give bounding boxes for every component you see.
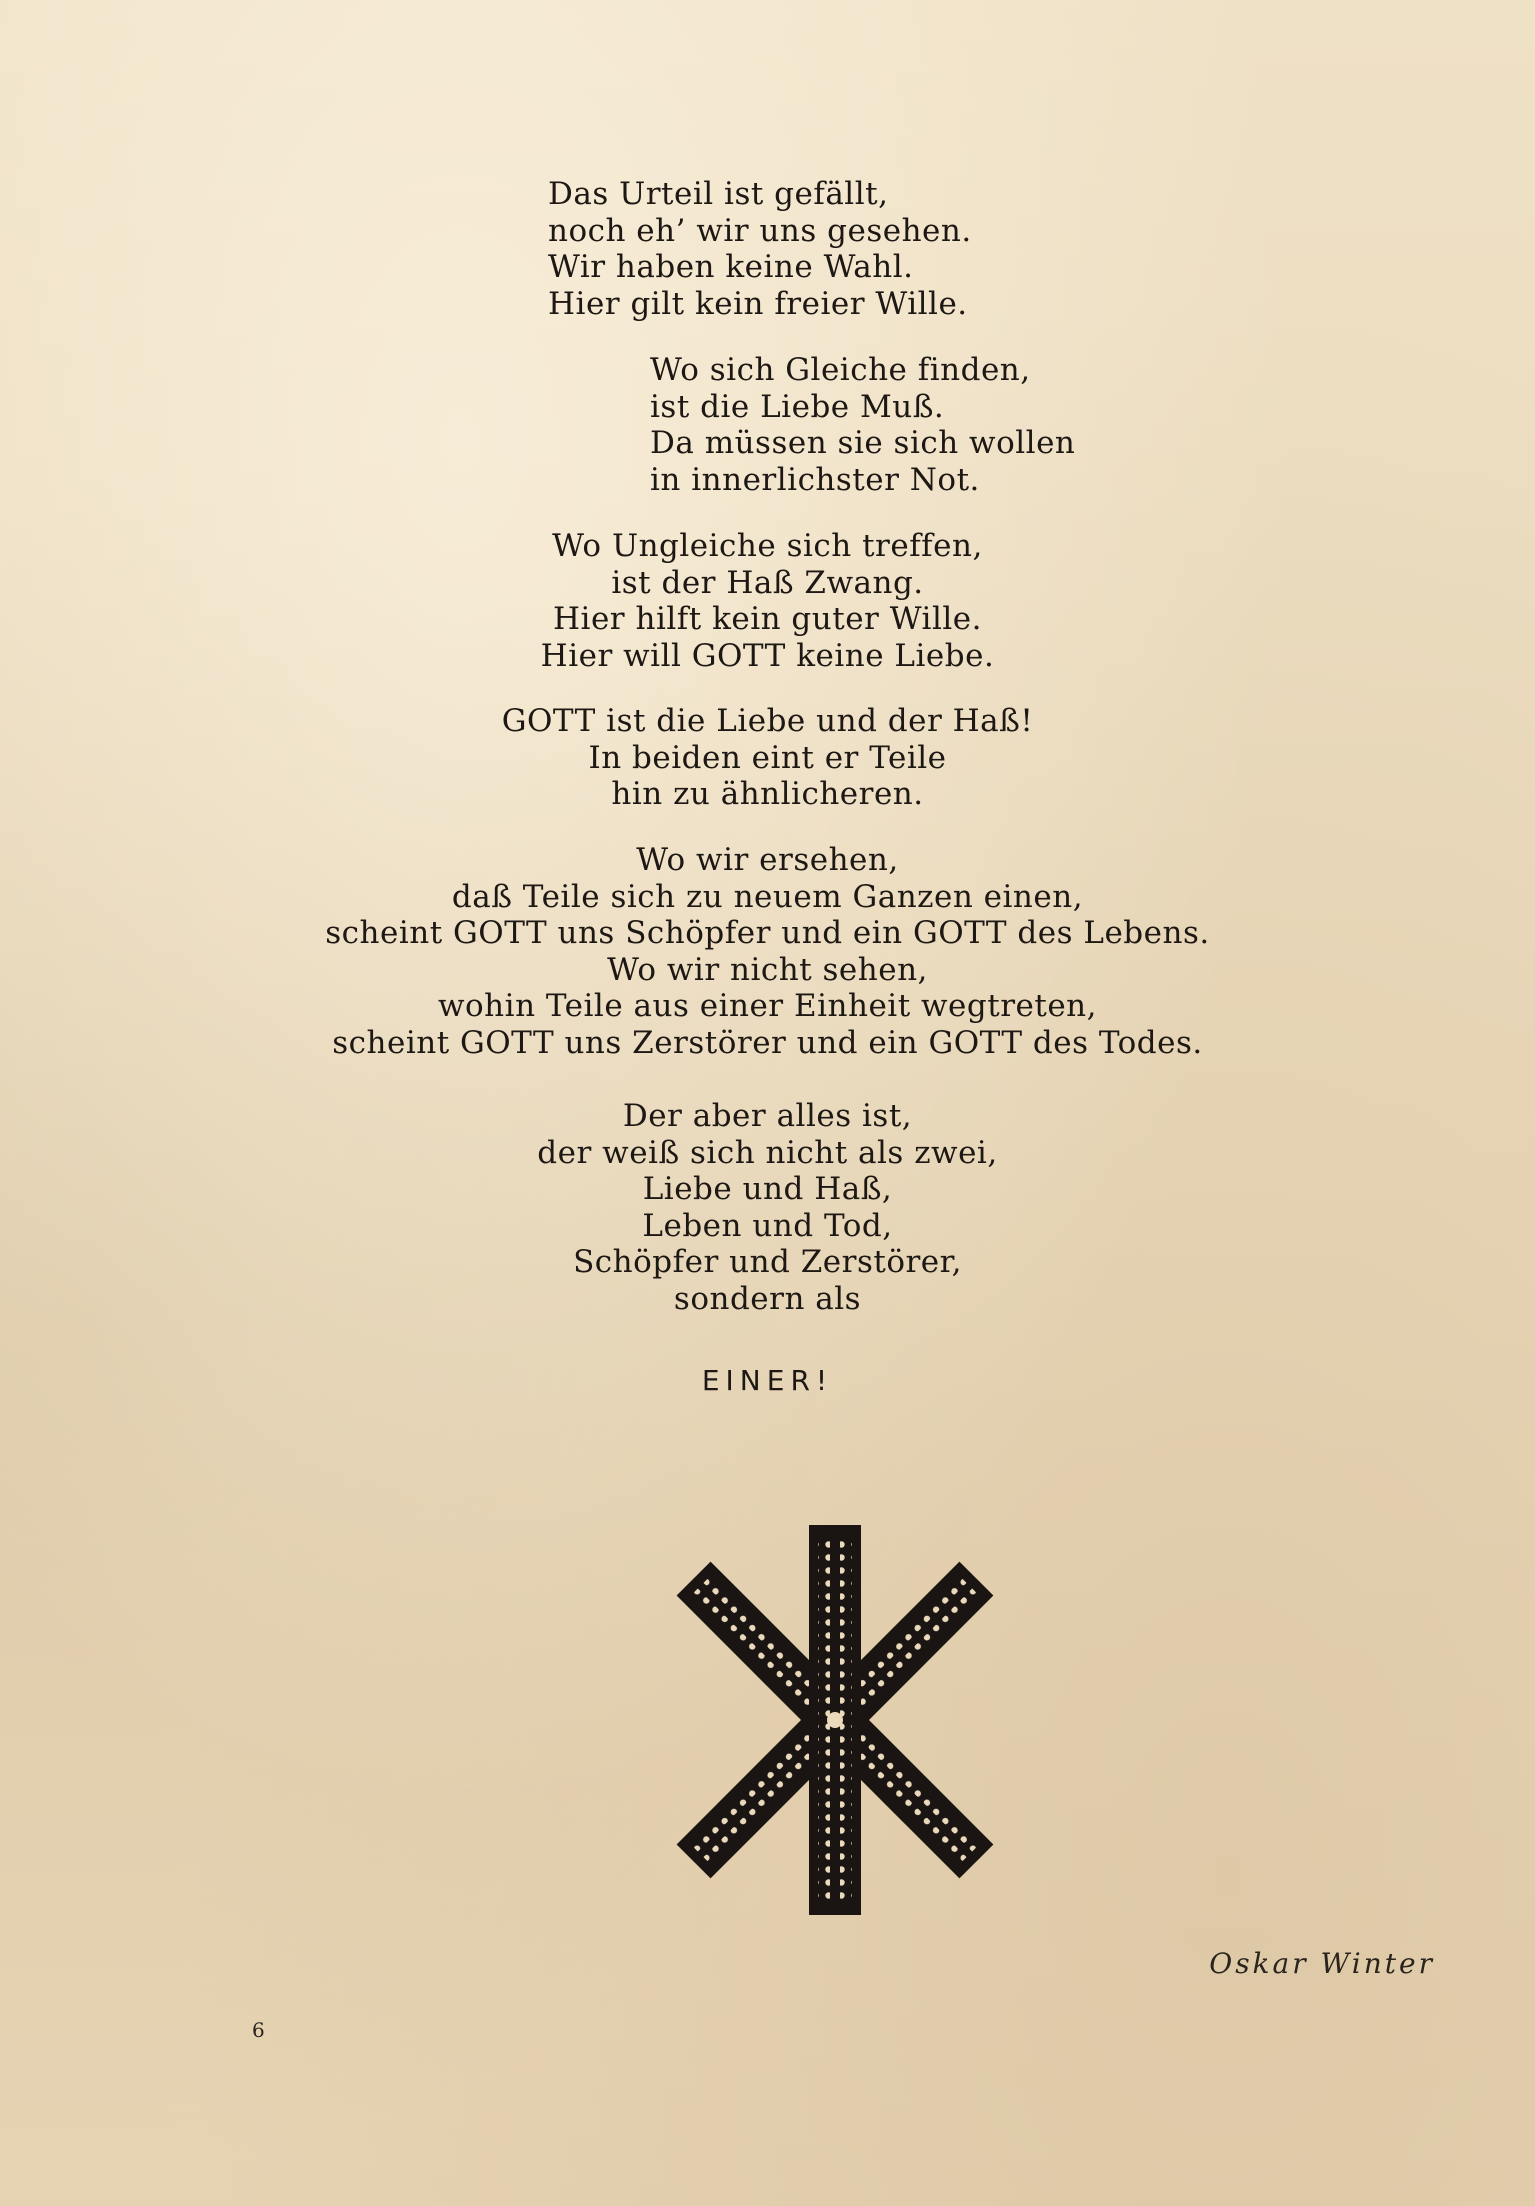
poem-line: Wir haben keine Wahl. — [548, 249, 914, 285]
poem-line: Das Urteil ist gefällt, — [548, 176, 889, 212]
poem-line: ist die Liebe Muß. — [650, 388, 945, 425]
poem-line: Wo wir nicht sehen, — [607, 951, 928, 988]
poem-line: Da müssen sie sich wollen — [650, 425, 1076, 461]
poem-stanza-2 — [650, 352, 1075, 498]
poem-line: Wo wir ersehen, — [636, 842, 899, 878]
poem-line: daß Teile sich zu neuem Ganzen einen, — [451, 878, 1084, 915]
poem-closing-word: EINER! — [701, 1364, 834, 1397]
poem-line: der weiß sich nicht als zwei, — [537, 1134, 998, 1171]
poem-stanza-1 — [548, 176, 972, 322]
poem-stanza-4 — [0, 703, 1535, 813]
poem-line: Schöpfer und Zerstörer, — [573, 1244, 962, 1280]
runic-star-emblem-icon — [670, 1515, 1000, 1925]
poem-line: Wo sich Gleiche finden, — [650, 352, 1031, 388]
poem-line: Hier will GOTT keine Liebe. — [540, 637, 995, 674]
poem-line: Liebe und Haß, — [642, 1171, 893, 1207]
poem-line: wohin Teile aus einer Einheit wegtreten, — [437, 988, 1097, 1024]
poem-line: Hier hilft kein guter Wille. — [553, 601, 982, 637]
poem-line: sondern als — [673, 1280, 862, 1317]
poem-line: noch eh’ wir uns gesehen. — [548, 212, 972, 249]
poem-stanza-5 — [0, 842, 1535, 1061]
poem-line: hin zu ähnlicheren. — [611, 776, 924, 812]
poem-line: in innerlichster Not. — [650, 461, 980, 498]
poem-line: GOTT ist die Liebe und der Haß! — [501, 703, 1034, 739]
poem-stanza-6 — [0, 1098, 1535, 1317]
author-signature: Oskar Winter — [1209, 1947, 1435, 1980]
page-number: 6 — [252, 2018, 265, 2042]
poem-stanza-3 — [0, 528, 1535, 674]
poem-line: Wo Ungleiche sich treffen, — [552, 528, 983, 564]
poem-line: In beiden eint er Teile — [588, 739, 947, 776]
poem-line: Leben und Tod, — [642, 1207, 893, 1244]
poem-line: Hier gilt kein freier Wille. — [548, 285, 968, 322]
poem-line: scheint GOTT uns Schöpfer und ein GOTT des Lebens. — [325, 915, 1210, 951]
poem-line: Der aber alles ist, — [622, 1098, 913, 1134]
poem-line: ist der Haß Zwang. — [611, 564, 924, 601]
poem-line: scheint GOTT uns Zerstörer und ein GOTT des Todes. — [332, 1024, 1203, 1061]
